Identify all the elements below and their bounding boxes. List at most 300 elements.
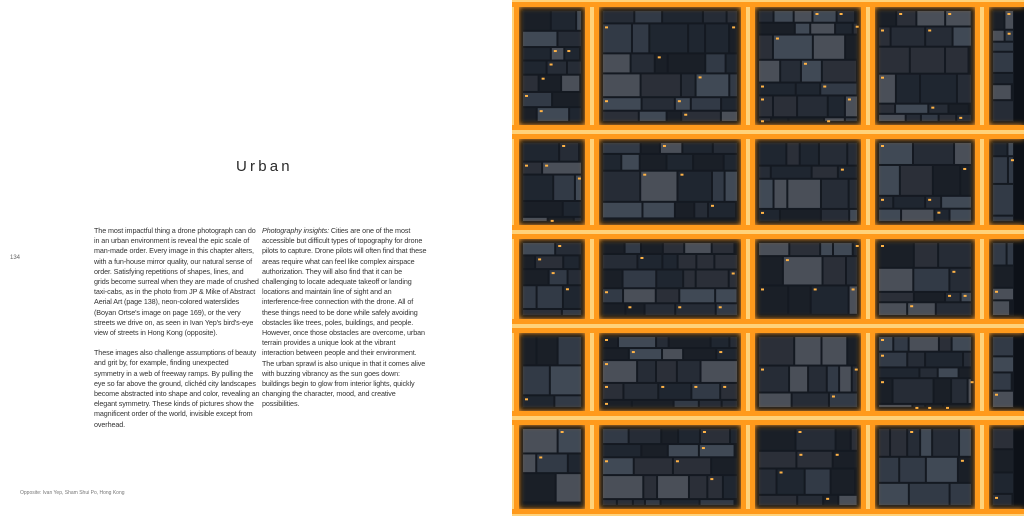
rooftop [822, 210, 848, 221]
rooftop [657, 289, 679, 302]
rooftop [913, 405, 924, 407]
rooftop [879, 197, 892, 208]
city-aerial-photo [512, 0, 1024, 516]
rooftop [993, 31, 1004, 41]
street-horizontal-center [512, 416, 1024, 420]
rooftop [914, 143, 953, 164]
window-light [971, 381, 974, 383]
rooftop [675, 401, 698, 407]
rooftop [759, 469, 776, 493]
rooftop [684, 270, 695, 287]
window-light [702, 447, 705, 449]
rooftop [685, 243, 710, 253]
window-light [699, 76, 702, 78]
rooftop [917, 11, 944, 26]
text-column-2 [262, 226, 428, 420]
rooftop [908, 303, 935, 315]
rooftop [558, 32, 581, 46]
rooftop [682, 112, 720, 121]
rooftop [953, 337, 971, 351]
window-light [959, 117, 962, 119]
window-light [552, 272, 555, 274]
rooftop [554, 176, 574, 200]
rooftop [908, 429, 919, 456]
rooftop [603, 476, 642, 498]
rooftop [680, 289, 714, 302]
window-light [963, 168, 966, 170]
rooftop [661, 143, 681, 153]
window-light [525, 398, 528, 400]
rooftop [894, 337, 907, 351]
rooftop [603, 270, 622, 287]
window-light [804, 63, 807, 65]
window-light [723, 386, 726, 388]
rooftop [730, 74, 737, 96]
rooftop [993, 373, 1011, 389]
rooftop [993, 11, 1003, 29]
window-light [1008, 33, 1011, 35]
rooftop [523, 218, 547, 221]
rooftop [759, 496, 796, 505]
rooftop [603, 243, 624, 253]
window-light [538, 258, 541, 260]
rooftop [915, 243, 937, 267]
window-light [995, 291, 998, 293]
rooftop [630, 429, 661, 443]
rooftop [942, 197, 971, 208]
window-light [605, 26, 608, 28]
window-light [848, 98, 851, 100]
rooftop [676, 98, 690, 110]
rooftop [894, 197, 924, 208]
street-horizontal-center [512, 324, 1024, 328]
rooftop [635, 458, 672, 474]
rooftop [821, 243, 832, 255]
rooftop [772, 118, 787, 121]
rooftop [850, 180, 857, 208]
window-light [841, 169, 844, 171]
window-light [948, 13, 951, 15]
rooftop [1008, 243, 1013, 265]
rooftop [846, 96, 857, 116]
rooftop [879, 379, 891, 403]
rooftop [669, 54, 705, 72]
window-light [881, 145, 884, 147]
rooftop [993, 43, 1013, 51]
window-light [761, 288, 764, 290]
rooftop [557, 474, 581, 501]
rooftop [603, 304, 624, 315]
rooftop [603, 74, 640, 96]
rooftop [624, 289, 655, 302]
rooftop [556, 243, 581, 254]
rooftop [848, 337, 857, 365]
rooftop [879, 115, 905, 121]
window-light [678, 306, 681, 308]
rooftop [1008, 143, 1013, 155]
paragraph-beauty: These images also challenge assumptions of beauty and grit by, for example, finding unexpected symmetry in a web of freeway ramps. By pulling the eye so far above the ground, clichéd city landscapes become abstracted into shape and color, revealing an elegant symmetry. These kinds of pictures show the magnificent order of the world, invisible except from overhead. [94, 348, 260, 429]
rooftop [879, 303, 906, 315]
rooftop [840, 367, 851, 392]
rooftop [694, 155, 723, 170]
window-light [605, 363, 608, 365]
window-light [605, 100, 608, 102]
rooftop [523, 163, 541, 174]
rooftop [821, 84, 856, 95]
rooftop [704, 11, 726, 22]
rooftop [798, 496, 822, 505]
window-light [836, 454, 839, 456]
rooftop [663, 11, 702, 22]
window-light [558, 245, 561, 247]
rooftop [793, 393, 828, 407]
window-light [881, 381, 884, 383]
rooftop [926, 197, 940, 208]
rooftop [960, 368, 971, 377]
window-light [776, 38, 779, 40]
rooftop [960, 429, 971, 456]
rooftop [879, 458, 898, 482]
rooftop [921, 429, 931, 456]
rooftop [952, 379, 966, 403]
rooftop [603, 24, 631, 52]
rooftop [959, 458, 971, 482]
rooftop [727, 54, 737, 72]
window-light [550, 64, 553, 66]
rooftop [946, 293, 960, 301]
rooftop [854, 243, 857, 255]
window-light [605, 291, 608, 293]
rooftop [700, 401, 721, 407]
rooftop [569, 454, 581, 472]
rooftop [879, 48, 909, 73]
rooftop [759, 452, 795, 468]
rooftop [798, 96, 827, 116]
rooftop [523, 108, 536, 121]
rooftop [626, 243, 640, 253]
rooftop [993, 357, 1013, 371]
window-light [643, 174, 646, 176]
rooftop [908, 353, 924, 367]
rooftop [814, 36, 844, 59]
rooftop [536, 256, 562, 268]
rooftop [789, 286, 809, 313]
rooftop [759, 11, 773, 22]
rooftop [657, 270, 682, 287]
rooftop [940, 337, 951, 351]
rooftop [993, 74, 1013, 83]
paragraph-insights [262, 226, 428, 410]
rooftop [678, 172, 711, 201]
rooftop [632, 54, 654, 72]
rooftop [774, 36, 812, 59]
rooftop [954, 28, 971, 46]
rooftop [603, 112, 638, 121]
rooftop [993, 101, 1013, 121]
rooftop [670, 337, 710, 347]
window-light [761, 120, 764, 122]
rooftop [788, 180, 820, 208]
rooftop [852, 429, 857, 450]
rooftop [944, 405, 971, 407]
window-light [814, 288, 817, 290]
rooftop [891, 429, 906, 456]
rooftop [656, 54, 667, 72]
rooftop [722, 98, 737, 110]
rooftop [569, 270, 581, 284]
window-light [561, 431, 564, 433]
rooftop [759, 429, 794, 450]
rooftop [958, 75, 971, 103]
rooftop [759, 243, 788, 255]
rooftop [679, 429, 699, 443]
window-light [855, 369, 858, 371]
rooftop [806, 469, 830, 493]
window-light [952, 271, 955, 273]
rooftop [946, 48, 968, 73]
rooftop [790, 367, 807, 392]
rooftop [716, 289, 736, 302]
rooftop [537, 337, 556, 364]
photo-caption: Opposite: Ivan Yep, Sham Shui Po, Hong Kong [20, 490, 125, 496]
rooftop [730, 24, 737, 52]
rooftop [759, 61, 779, 82]
rooftop [646, 500, 660, 505]
rooftop [813, 167, 837, 178]
rooftop [828, 367, 838, 392]
rooftop [697, 255, 713, 269]
rooftop [551, 366, 581, 394]
rooftop [523, 243, 554, 254]
rooftop [523, 48, 550, 59]
rooftop [634, 500, 644, 505]
rooftop [523, 429, 557, 452]
window-light [761, 212, 764, 214]
insights-label: Photography insights: [262, 226, 330, 235]
rooftop [759, 286, 787, 313]
street-horizontal-center [512, 130, 1024, 134]
window-light [719, 306, 722, 308]
rooftop [897, 75, 919, 103]
rooftop [759, 36, 772, 59]
rooftop [759, 24, 794, 34]
rooftop [839, 496, 856, 505]
street-horizontal-center [512, 0, 1024, 2]
rooftop [926, 353, 962, 367]
rooftop [854, 24, 857, 34]
rooftop [759, 337, 793, 365]
rooftop [993, 337, 1013, 355]
rooftop [955, 143, 971, 164]
window-light [826, 498, 829, 500]
window-light [910, 431, 913, 433]
window-light [732, 26, 735, 28]
rooftop [879, 243, 913, 267]
rooftop [789, 118, 823, 121]
rooftop [901, 166, 932, 195]
rooftop [801, 143, 818, 165]
rooftop [939, 368, 958, 377]
rooftop [523, 76, 538, 91]
rooftop [712, 337, 729, 347]
rooftop [962, 293, 971, 301]
rooftop [523, 454, 535, 472]
rooftop [692, 98, 720, 110]
rooftop [570, 108, 581, 121]
rooftop [667, 155, 692, 170]
rooftop [759, 210, 779, 221]
rooftop [642, 74, 680, 96]
window-light [605, 460, 608, 462]
rooftop [993, 85, 1011, 99]
window-light [852, 288, 855, 290]
rooftop [812, 286, 848, 313]
rooftop [603, 172, 639, 201]
window-light [881, 77, 884, 79]
rooftop [993, 217, 1013, 221]
rooftop [795, 11, 812, 22]
window-light [827, 120, 830, 122]
window-light [540, 110, 543, 112]
rooftop [951, 210, 971, 221]
rooftop [725, 155, 737, 170]
paragraph-intro: The most impactful thing a drone photograph can do in an urban environment is reveal the epic scale of man-made order. Every image in this chapter alters, with a fun-house mirror quality, our natural sense of order. Satisfying repetitions of shapes, lines, and grids become surreal when they are made of crushed taxi-cabs, as in the photo from JP & Mike of Abstract Aerial Art (page 138), neon-colored waterslides (Boyan Ortse's image on page 169), or the very streets we drive on, as seen in Ivan Yep's bird's-eye view of streets in Hong Kong (opposite). [94, 226, 259, 338]
rooftop [538, 286, 562, 308]
window-light [928, 407, 931, 409]
window-light [628, 306, 631, 308]
rooftop [552, 48, 564, 59]
rooftop [797, 452, 831, 468]
rooftop [915, 293, 944, 301]
rooftop [900, 458, 925, 482]
rooftop [717, 304, 737, 315]
rooftop [809, 367, 826, 392]
rooftop [902, 210, 933, 221]
rooftop [523, 32, 556, 46]
rooftop [759, 84, 795, 95]
chapter-title: Urban [236, 158, 293, 175]
window-light [640, 257, 643, 259]
rooftop [657, 337, 668, 347]
rooftop [824, 496, 837, 505]
window-light [1011, 159, 1014, 161]
window-light [840, 13, 843, 15]
rooftop [961, 166, 971, 195]
rooftop [781, 210, 820, 221]
rooftop [993, 301, 1009, 315]
rooftop [568, 62, 581, 74]
rooftop [939, 243, 971, 267]
street-horizontal-center [512, 230, 1024, 234]
rooftop [622, 155, 638, 170]
rooftop [907, 115, 920, 121]
rooftop [523, 286, 536, 308]
rooftop [658, 476, 688, 498]
rooftop [795, 337, 820, 365]
rooftop [822, 337, 846, 365]
rooftop [820, 143, 846, 165]
window-light [567, 50, 570, 52]
window-light [910, 305, 913, 307]
window-light [554, 50, 557, 52]
rooftop [689, 24, 704, 52]
rooftop [850, 286, 857, 313]
rooftop [993, 450, 1013, 471]
rooftop [523, 62, 546, 74]
rooftop [879, 105, 894, 113]
rooftop [523, 256, 534, 268]
window-light [551, 220, 554, 222]
window-light [545, 165, 548, 167]
window-light [680, 174, 683, 176]
rooftop [663, 255, 676, 269]
rooftop [562, 76, 579, 91]
window-light [605, 386, 608, 388]
rooftop [714, 143, 737, 153]
insights-text: Cities are one of the most accessible but difficult types of topography for drone pilots to capture. Drone pilots will often find that these areas require what can feel like complex airspace authorization. They will also find that it can be challenging to locate adequate takeoff or landing locations and maintain line of sight and an interference-free connection with the drone. All of these things need to be done while safely avoiding obstacles like trees, poles, buildings, and people. However, once those obstacles are overcome, urban terrain provides a unique look at the vibrant interaction between people and their environment. The urban sprawl is also unique in that it comes alive with buzzing vibrancy as the sun goes down: buildings begin to glow from interior lights, quickly changing the character, mood, and creative possibilities. [262, 226, 427, 409]
city-grid-illustration [512, 0, 1024, 516]
window-light [961, 460, 964, 462]
rooftop [921, 75, 956, 103]
rooftop [834, 243, 852, 255]
rooftop [935, 210, 948, 221]
window-light [881, 355, 884, 357]
rooftop [879, 28, 890, 46]
rooftop [523, 176, 552, 200]
window-light [881, 339, 884, 341]
text-column-1 [94, 226, 260, 440]
rooftop [879, 293, 913, 301]
rooftop [523, 143, 558, 161]
rooftop [759, 118, 770, 121]
rooftop [626, 304, 643, 315]
rooftop [553, 93, 581, 106]
rooftop [772, 167, 811, 178]
rooftop [538, 108, 568, 121]
rooftop [603, 143, 640, 153]
rooftop [836, 24, 852, 34]
rooftop [669, 445, 698, 456]
window-light [658, 56, 661, 58]
rooftop [662, 500, 699, 505]
rooftop [879, 337, 892, 351]
street-vertical-center [746, 0, 750, 516]
window-light [915, 407, 918, 409]
window-light [676, 460, 679, 462]
window-light [678, 100, 681, 102]
window-light [542, 78, 545, 80]
window-light [694, 386, 697, 388]
rooftop [565, 48, 579, 59]
rooftop [603, 337, 617, 347]
rooftop [603, 349, 628, 359]
window-light [711, 205, 714, 207]
rooftop [940, 115, 956, 121]
rooftop [993, 289, 1013, 300]
window-light [780, 471, 783, 473]
window-light [703, 431, 706, 433]
rooftop [784, 257, 822, 284]
rooftop [523, 337, 535, 364]
window-light [786, 259, 789, 261]
rooftop [832, 469, 855, 493]
window-light [761, 369, 764, 371]
rooftop [683, 143, 711, 153]
rooftop [920, 368, 936, 377]
rooftop [548, 62, 566, 74]
rooftop [790, 243, 819, 255]
rooftop [879, 75, 895, 103]
